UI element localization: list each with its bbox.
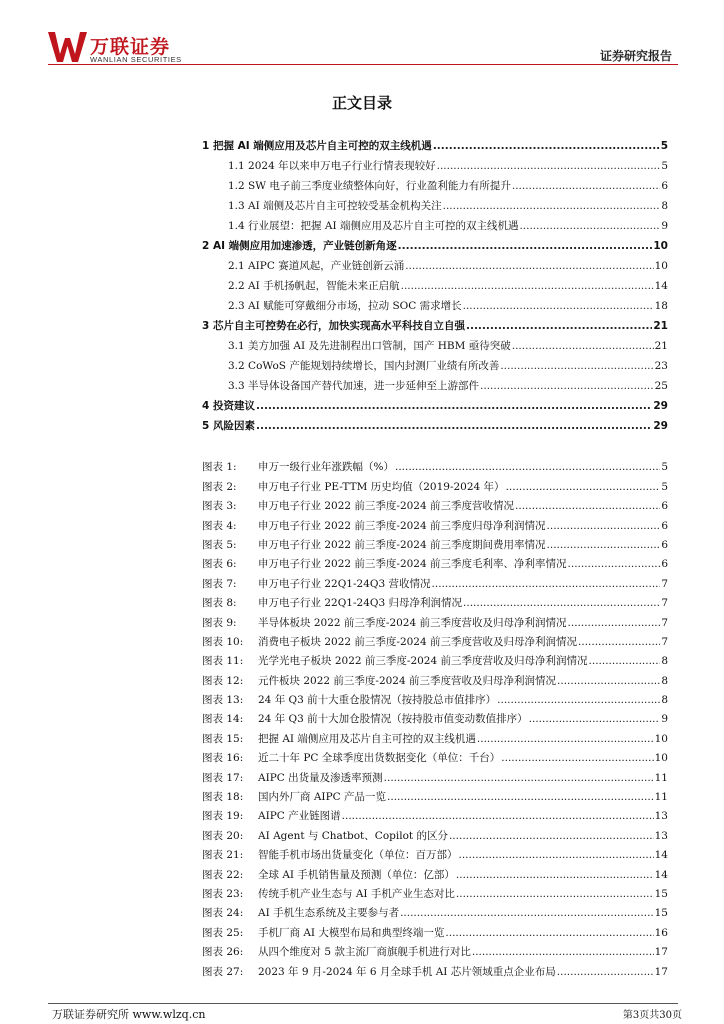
toc-entry-page: 21	[653, 320, 668, 332]
dot-leader	[557, 674, 660, 688]
figure-label: 图表 5:	[202, 538, 237, 551]
brand-logo	[48, 30, 198, 66]
dot-leader	[443, 199, 661, 213]
figure-list-entry[interactable]	[202, 513, 668, 532]
figure-page: 8	[661, 655, 668, 668]
figure-page: 10	[654, 752, 668, 765]
toc-entry-title: 1.1 2024 年以来申万电子行业行情表现较好	[228, 160, 436, 172]
figure-list-entry[interactable]	[202, 920, 668, 939]
dot-leader	[398, 239, 653, 253]
figure-page: 10	[654, 732, 668, 745]
figure-list-entry[interactable]	[202, 901, 668, 920]
dot-leader	[449, 829, 654, 843]
figure-page: 8	[661, 694, 668, 707]
figure-label: 图表 12:	[202, 674, 244, 687]
figure-list-entry[interactable]	[202, 688, 668, 707]
figure-label: 图表 3:	[202, 500, 237, 513]
figure-page: 16	[654, 926, 668, 939]
figure-label: 图表 14:	[202, 713, 244, 726]
figure-label: 图表 2:	[202, 480, 237, 493]
figure-title: AI 手机生态系统及主要参与者	[258, 907, 400, 920]
toc-entry-title: 2.3 AI 赋能可穿戴细分市场，拉动 SOC 需求增长	[228, 300, 462, 312]
toc-entry-title: 1 把握 AI 端侧应用及芯片自主可控的双主线机遇	[202, 140, 432, 152]
figure-label: 图表 6:	[202, 558, 237, 571]
figure-page: 7	[661, 616, 668, 629]
figure-list-entry[interactable]	[202, 649, 668, 668]
figure-list-entry[interactable]	[202, 726, 668, 745]
figure-page: 8	[661, 674, 668, 687]
figure-title: 申万电子行业 22Q1-24Q3 营收情况	[258, 577, 431, 590]
dot-leader	[519, 219, 660, 233]
toc-entry-title: 5 风险因素	[202, 420, 255, 432]
figure-list-entry[interactable]	[202, 882, 668, 901]
figure-label: 图表 27:	[202, 965, 244, 978]
dot-leader	[578, 635, 660, 649]
dot-leader	[433, 139, 660, 153]
dot-leader	[456, 887, 654, 901]
dot-leader	[432, 577, 661, 591]
figure-title: 传统手机产业生态与 AI 手机产业生态对比	[258, 887, 455, 900]
figure-title: 24 年 Q3 前十大重仓股情况（按持股总市值排序）	[258, 694, 497, 707]
page-header	[0, 0, 724, 70]
dot-leader	[512, 339, 654, 353]
dot-leader	[547, 538, 661, 552]
toc-entry-page: 5	[661, 160, 668, 172]
figure-label: 图表 20:	[202, 829, 244, 842]
figure-list-entry[interactable]	[202, 707, 668, 726]
dot-leader	[501, 751, 653, 765]
dot-leader	[557, 965, 654, 979]
page-number: 第3页共30页	[622, 1010, 682, 1021]
toc-chapter-entry[interactable]	[202, 233, 668, 253]
figure-title: 全球 AI 手机销售量及预测（单位：亿部）	[258, 868, 455, 881]
dot-leader	[256, 399, 652, 413]
toc-entry-title: 1.4 行业展望：把握 AI 端侧应用及芯片自主可控的双主线机遇	[228, 220, 519, 232]
logo-chinese-name: 万联证券	[90, 36, 171, 58]
dot-leader	[589, 654, 661, 668]
figure-list-entry[interactable]	[202, 668, 668, 687]
toc-section-entry[interactable]	[202, 353, 668, 373]
toc-entry-title: 3.1 美方加强 AI 及先进制程出口管制，国产 HBM 亟待突破	[228, 340, 511, 352]
figure-list-entry[interactable]	[202, 630, 668, 649]
dot-leader	[384, 771, 654, 785]
toc-entry-page: 25	[654, 380, 668, 392]
figure-list-entry[interactable]	[202, 552, 668, 571]
figure-label: 图表 13:	[202, 694, 244, 707]
toc-entry-page: 10	[653, 240, 668, 252]
figure-page: 17	[654, 946, 668, 959]
figure-title: 把握 AI 端侧应用及芯片自主可控的双主线机遇	[258, 732, 476, 745]
dot-leader	[463, 299, 654, 313]
wanlian-logo-icon	[48, 30, 88, 64]
dot-leader	[463, 596, 660, 610]
figure-page: 15	[654, 887, 668, 900]
table-of-contents	[202, 133, 668, 433]
figure-title: 手机厂商 AI 大模型布局和典型终端一览	[258, 926, 445, 939]
figure-title: 半导体板块 2022 前三季度-2024 前三季度营收及归母净利润情况	[258, 616, 567, 629]
figure-label: 图表 8:	[202, 597, 237, 610]
dot-leader	[256, 419, 652, 433]
figure-label: 图表 22:	[202, 868, 244, 881]
figure-list-entry[interactable]	[202, 591, 668, 610]
toc-chapter-entry[interactable]	[202, 313, 668, 333]
dot-leader	[387, 790, 654, 804]
footer-source: 万联证券研究所 www.wlzq.cn	[52, 1008, 206, 1021]
figure-label: 图表 10:	[202, 635, 244, 648]
header-divider	[48, 64, 678, 65]
figure-title: 光学光电子板块 2022 前三季度-2024 前三季度营收及归母净利润情况	[258, 655, 588, 668]
toc-entry-page: 23	[654, 360, 668, 372]
figure-page: 7	[661, 577, 668, 590]
footer-divider	[48, 1003, 678, 1004]
figure-label: 图表 18:	[202, 791, 244, 804]
figure-page: 5	[661, 480, 668, 493]
dot-leader	[405, 259, 653, 273]
figure-page: 13	[654, 829, 668, 842]
dot-leader	[466, 319, 652, 333]
figure-title: 申万电子行业 2022 前三季度-2024 前三季度归母净利润情况	[258, 519, 546, 532]
figure-list-entry[interactable]	[202, 765, 668, 784]
figure-list-entry[interactable]	[202, 862, 668, 881]
figure-title: 近二十年 PC 全球季度出货数据变化（单位：千台）	[258, 752, 501, 765]
dot-leader	[500, 359, 653, 373]
figure-page: 11	[654, 771, 668, 784]
figure-page: 17	[654, 965, 668, 978]
figure-list-entry[interactable]	[202, 610, 668, 629]
toc-entry-title: 2.2 AI 手机扬帆起，智能未来正启航	[228, 280, 400, 292]
toc-section-entry[interactable]	[202, 333, 668, 353]
page-title: 正文目录	[331, 94, 392, 112]
figure-page: 6	[661, 538, 668, 551]
figure-list-entry[interactable]	[202, 843, 668, 862]
figure-label: 图表 11:	[202, 655, 244, 668]
toc-chapter-entry[interactable]	[202, 413, 668, 433]
figure-title: AIPC 产业链图谱	[258, 810, 341, 823]
figure-label: 图表 4:	[202, 519, 237, 532]
dot-leader	[512, 179, 660, 193]
figure-label: 图表 1:	[202, 461, 237, 474]
figure-label: 图表 9:	[202, 616, 237, 629]
toc-entry-page: 21	[654, 340, 668, 352]
toc-entry-page: 6	[661, 180, 668, 192]
figure-title: 智能手机市场出货量变化（单位：百万部）	[258, 849, 458, 862]
figure-title: 24 年 Q3 前十大加仓股情况（按持股市值变动数值排序）	[258, 713, 528, 726]
figure-title: 申万电子行业 2022 前三季度-2024 前三季度期间费用率情况	[258, 538, 546, 551]
toc-entry-title: 1.3 AI 端侧及芯片自主可控较受基金机构关注	[228, 200, 442, 212]
figure-label: 图表 17:	[202, 771, 244, 784]
report-type-label: 证券研究报告	[599, 49, 672, 63]
dot-leader	[547, 519, 661, 533]
figure-label: 图表 16:	[202, 752, 244, 765]
toc-section-entry[interactable]	[202, 193, 668, 213]
figure-list	[202, 455, 668, 979]
dot-leader	[437, 159, 661, 173]
toc-entry-page: 5	[660, 140, 668, 152]
toc-entry-page: 10	[654, 260, 668, 272]
figure-list-entry[interactable]	[202, 959, 668, 978]
dot-leader	[480, 379, 654, 393]
toc-section-entry[interactable]	[202, 173, 668, 193]
dot-leader	[529, 712, 661, 726]
toc-entry-title: 3.3 半导体设备国产替代加速，进一步延伸至上游部件	[228, 380, 480, 392]
figure-list-entry[interactable]	[202, 474, 668, 493]
dot-leader	[477, 732, 654, 746]
toc-entry-page: 29	[653, 400, 668, 412]
figure-page: 13	[654, 810, 668, 823]
figure-page: 14	[654, 868, 668, 881]
toc-entry-title: 3.2 CoWoS 产能规划持续增长，国内封测厂业绩有所改善	[228, 360, 500, 372]
figure-page: 6	[661, 558, 668, 571]
dot-leader	[401, 279, 654, 293]
dot-leader	[568, 557, 661, 571]
figure-title: 元件板块 2022 前三季度-2024 前三季度营收及归母净利润情况	[258, 674, 557, 687]
figure-list-entry[interactable]	[202, 823, 668, 842]
figure-page: 11	[654, 791, 668, 804]
toc-entry-page: 9	[661, 220, 668, 232]
figure-title: 申万电子行业 22Q1-24Q3 归母净利润情况	[258, 597, 463, 610]
figure-page: 14	[654, 849, 668, 862]
toc-section-entry[interactable]	[202, 213, 668, 233]
toc-section-entry[interactable]	[202, 253, 668, 273]
figure-page: 7	[661, 597, 668, 610]
logo-english-name: WANLIAN SECURITIES	[90, 55, 182, 64]
dot-leader	[395, 460, 660, 474]
toc-entry-page: 18	[654, 300, 668, 312]
figure-title: 申万一级行业年涨跌幅（%）	[258, 461, 394, 474]
figure-list-entry[interactable]	[202, 571, 668, 590]
dot-leader	[497, 693, 660, 707]
figure-list-entry[interactable]	[202, 455, 668, 474]
toc-section-entry[interactable]	[202, 153, 668, 173]
dot-leader	[459, 848, 654, 862]
figure-list-entry[interactable]	[202, 494, 668, 513]
dot-leader	[506, 480, 661, 494]
figure-label: 图表 15:	[202, 732, 244, 745]
toc-section-entry[interactable]	[202, 373, 668, 393]
dot-leader	[456, 868, 654, 882]
figure-title: 国内外厂商 AIPC 产品一览	[258, 791, 387, 804]
dot-leader	[515, 499, 660, 513]
dot-leader	[445, 926, 653, 940]
figure-list-entry[interactable]	[202, 804, 668, 823]
toc-entry-title: 1.2 SW 电子前三季度业绩整体向好，行业盈利能力有所提升	[228, 180, 511, 192]
toc-entry-title: 2 AI 端侧应用加速渗透，产业链创新角逐	[202, 240, 397, 252]
figure-label: 图表 25:	[202, 926, 244, 939]
toc-section-entry[interactable]	[202, 293, 668, 313]
figure-list-entry[interactable]	[202, 746, 668, 765]
toc-chapter-entry[interactable]	[202, 393, 668, 413]
toc-entry-title: 2.1 AIPC 赛道风起，产业链创新云涌	[228, 260, 405, 272]
figure-list-entry[interactable]	[202, 785, 668, 804]
toc-section-entry[interactable]	[202, 273, 668, 293]
figure-page: 6	[661, 500, 668, 513]
figure-list-entry[interactable]	[202, 940, 668, 959]
toc-entry-title: 4 投资建议	[202, 400, 255, 412]
figure-label: 图表 26:	[202, 946, 244, 959]
figure-page: 9	[661, 713, 668, 726]
toc-entry-page: 14	[654, 280, 668, 292]
figure-label: 图表 21:	[202, 849, 244, 862]
dot-leader	[400, 906, 654, 920]
figure-page: 5	[661, 461, 668, 474]
figure-title: AIPC 出货量及渗透率预测	[258, 771, 383, 784]
dot-leader	[568, 616, 661, 630]
figure-page: 6	[661, 519, 668, 532]
figure-page: 7	[661, 635, 668, 648]
toc-entry-page: 29	[653, 420, 668, 432]
figure-title: 消费电子板块 2022 前三季度-2024 前三季度营收及归母净利润情况	[258, 635, 578, 648]
toc-entry-page: 8	[661, 200, 668, 212]
figure-title: 2023 年 9 月-2024 年 6 月全球手机 AI 芯片领域重点企业布局	[258, 965, 556, 978]
figure-label: 图表 23:	[202, 887, 244, 900]
toc-chapter-entry[interactable]	[202, 133, 668, 153]
figure-page: 15	[654, 907, 668, 920]
figure-title: 申万电子行业 2022 前三季度-2024 前三季度营收情况	[258, 500, 515, 513]
figure-label: 图表 7:	[202, 577, 237, 590]
figure-title: AI Agent 与 Chatbot、Copilot 的区分	[258, 829, 448, 842]
figure-label: 图表 19:	[202, 810, 244, 823]
toc-entry-title: 3 芯片自主可控势在必行，加快实现高水平科技自立自强	[202, 320, 465, 332]
figure-label: 图表 24:	[202, 907, 244, 920]
dot-leader	[472, 945, 654, 959]
figure-title: 申万电子行业 2022 前三季度-2024 前三季度毛利率、净利率情况	[258, 558, 567, 571]
figure-list-entry[interactable]	[202, 533, 668, 552]
dot-leader	[342, 809, 654, 823]
figure-title: 申万电子行业 PE-TTM 历史均值（2019-2024 年）	[258, 480, 505, 493]
figure-title: 从四个维度对 5 款主流厂商旗舰手机进行对比	[258, 946, 471, 959]
